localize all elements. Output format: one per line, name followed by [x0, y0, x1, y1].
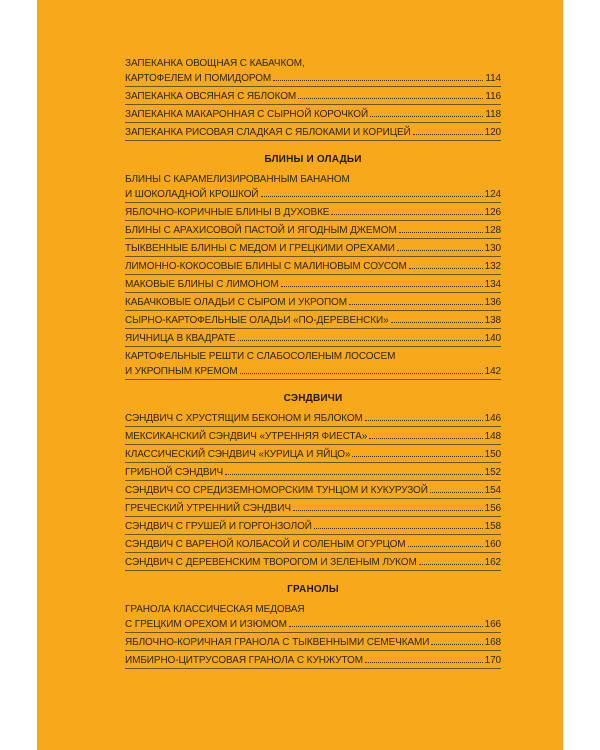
page-number: 158: [484, 521, 501, 532]
toc-entry[interactable]: [125, 170, 501, 203]
toc-entry[interactable]: [125, 600, 501, 633]
entry-title-row: [125, 429, 501, 444]
entry-title-line: ЗАПЕКАНКА ОВОЩНАЯ С КАБАЧКОМ,: [125, 58, 305, 69]
entry-title-row: [125, 653, 501, 668]
entry-title-line: КЛАССИЧЕСКИЙ СЭНДВИЧ «КУРИЦА И ЯЙЦО»: [125, 449, 351, 460]
entry-title-row: [125, 519, 501, 534]
dot-leader: [352, 448, 482, 457]
dot-leader: [349, 296, 483, 305]
entry-title-line: ЗАПЕКАНКА МАКАРОННАЯ С СЫРНОЙ КОРОЧКОЙ: [125, 109, 369, 120]
page-number: 130: [484, 243, 501, 254]
dot-leader: [289, 618, 483, 627]
entry-title-line: СЭНДВИЧ С ХРУСТЯЩИМ БЕКОНОМ И ЯБЛОКОМ: [125, 413, 363, 424]
page-number: 134: [484, 279, 501, 290]
toc-entry[interactable]: [125, 463, 501, 481]
dot-leader: [370, 108, 483, 117]
dot-leader: [391, 314, 483, 323]
page-number: 116: [485, 91, 501, 102]
section-gap: [125, 380, 501, 392]
page-number: 132: [484, 261, 501, 272]
toc-entry-list: [125, 409, 501, 571]
entry-title-line: ЯБЛОЧНО-КОРИЧНЫЕ БЛИНЫ В ДУХОВКЕ: [125, 207, 330, 218]
dot-leader: [314, 520, 483, 529]
entry-title-row: [125, 483, 501, 498]
dot-leader: [273, 72, 483, 81]
entry-title-row: [125, 465, 501, 480]
toc-entry[interactable]: [125, 311, 501, 329]
entry-title-row: [125, 447, 501, 462]
toc-entry[interactable]: [125, 535, 501, 553]
dot-leader: [431, 636, 482, 645]
table-of-contents: [125, 54, 501, 669]
entry-title-line: ЗАПЕКАНКА ОВСЯНАЯ С ЯБЛОКОМ: [125, 91, 297, 102]
toc-entry[interactable]: [125, 239, 501, 257]
toc-entry[interactable]: [125, 123, 501, 141]
page-number: 160: [484, 539, 501, 550]
entry-title-line: ГРАНОЛА КЛАССИЧЕСКАЯ МЕДОВАЯ: [125, 604, 305, 615]
entry-title-line: КАРТОФЕЛЬНЫЕ РЕШТИ С СЛАБОСОЛЕНЫМ ЛОСОСЕМ: [125, 351, 396, 362]
page-number: 156: [484, 503, 501, 514]
page-number: 142: [484, 366, 501, 377]
dot-leader: [281, 278, 483, 287]
section-title: ГРАНОЛЫ: [287, 584, 339, 595]
page-number: 150: [484, 449, 501, 460]
entry-title-row: [125, 259, 501, 274]
entry-title-row: [125, 411, 501, 426]
dot-leader: [365, 654, 483, 663]
toc-entry[interactable]: [125, 275, 501, 293]
section-gap: [125, 141, 501, 153]
toc-entry-list: [125, 170, 501, 380]
entry-title-line: МАКОВЫЕ БЛИНЫ С ЛИМОНОМ: [125, 279, 279, 290]
page-number: 136: [484, 297, 501, 308]
entry-title-row: [125, 635, 501, 650]
entry-title-row: [125, 617, 501, 632]
toc-entry[interactable]: [125, 633, 501, 651]
dot-leader: [225, 466, 482, 475]
dot-leader: [369, 430, 482, 439]
entry-title-line: ТЫКВЕННЫЕ БЛИНЫ С МЕДОМ И ГРЕЦКИМИ ОРЕХАМИ: [125, 243, 395, 254]
entry-title-line: И УКРОПНЫМ КРЕМОМ: [125, 366, 238, 377]
page-number: 120: [484, 127, 501, 138]
page-number: 140: [484, 333, 501, 344]
dot-leader: [397, 242, 483, 251]
toc-entry[interactable]: [125, 221, 501, 239]
entry-title-row: [125, 277, 501, 292]
section-title: СЭНДВИЧИ: [283, 393, 343, 404]
entry-title-row: [125, 187, 501, 202]
page-number: 168: [484, 637, 501, 648]
toc-section: [125, 153, 501, 380]
toc-section: [125, 392, 501, 571]
entry-title-row: [125, 501, 501, 516]
page-number: 170: [484, 655, 501, 666]
entry-title-line: ЯБЛОЧНО-КОРИЧНАЯ ГРАНОЛА С ТЫКВЕННЫМИ СЕМЕЧКАМИ: [125, 637, 430, 648]
dot-leader: [331, 206, 482, 215]
entry-title-row: [125, 537, 501, 552]
dot-leader: [261, 188, 483, 197]
entry-title-row: [125, 313, 501, 328]
page-number: 166: [484, 619, 501, 630]
toc-entry[interactable]: [125, 499, 501, 517]
toc-entry[interactable]: [125, 481, 501, 499]
entry-title-line: КАБАЧКОВЫЕ ОЛАДЬИ С СЫРОМ И УКРОПОМ: [125, 297, 347, 308]
toc-entry[interactable]: [125, 105, 501, 123]
toc-entry[interactable]: [125, 293, 501, 311]
dot-leader: [240, 365, 483, 374]
toc-entry[interactable]: [125, 427, 501, 445]
page-number: 154: [484, 485, 501, 496]
entry-title-line: И ШОКОЛАДНОЙ КРОШКОЙ: [125, 189, 259, 200]
toc-section: [125, 54, 501, 141]
entry-title-line: БЛИНЫ С АРАХИСОВОЙ ПАСТОЙ И ЯГОДНЫМ ДЖЕМОМ: [125, 225, 397, 236]
page-number: 114: [485, 73, 501, 84]
toc-section: [125, 583, 501, 669]
page-number: 148: [484, 431, 501, 442]
dot-leader: [430, 484, 483, 493]
toc-entry[interactable]: [125, 651, 501, 669]
page-number: 124: [484, 189, 501, 200]
entry-title-line: СЭНДВИЧ С ВАРЕНОЙ КОЛБАСОЙ И СОЛЕНЫМ ОГУРЦОМ: [125, 539, 406, 550]
toc-entry-list: [125, 600, 501, 669]
entry-title-row: [125, 89, 501, 104]
entry-title-row: [125, 205, 501, 220]
dot-leader: [409, 260, 483, 269]
toc-entry[interactable]: [125, 329, 501, 347]
dot-leader: [413, 126, 483, 135]
entry-title-row: [125, 223, 501, 238]
entry-title-row: [125, 107, 501, 122]
toc-entry[interactable]: [125, 54, 501, 87]
entry-title-line: ГРИБНОЙ СЭНДВИЧ: [125, 467, 224, 478]
dot-leader: [408, 538, 483, 547]
entry-title-row: [125, 125, 501, 140]
entry-title-line: ИМБИРНО-ЦИТРУСОВАЯ ГРАНОЛА С КУНЖУТОМ: [125, 655, 363, 666]
toc-entry[interactable]: [125, 409, 501, 427]
entry-title-row: [125, 555, 501, 570]
toc-entry[interactable]: [125, 347, 501, 380]
section-gap: [125, 571, 501, 583]
entry-title-row: [125, 295, 501, 310]
page-number: 118: [485, 109, 501, 120]
entry-title-line: МЕКСИКАНСКИЙ СЭНДВИЧ «УТРЕННЯЯ ФИЕСТА»: [125, 431, 368, 442]
entry-title-line: СЭНДВИЧ СО СРЕДИЗЕМНОМОРСКИМ ТУНЦОМ И КУКУРУЗОЙ: [125, 485, 428, 496]
toc-entry-list: [125, 54, 501, 141]
entry-title-line: ЯИЧНИЦА В КВАДРАТЕ: [125, 333, 236, 344]
entry-title-line: С ГРЕЦКИМ ОРЕХОМ И ИЗЮМОМ: [125, 619, 287, 630]
section-title: БЛИНЫ И ОЛАДЬИ: [264, 154, 362, 165]
dot-leader: [365, 412, 483, 421]
entry-title-line: ЛИМОННО-КОКОСОВЫЕ БЛИНЫ С МАЛИНОВЫМ СОУСОМ: [125, 261, 407, 272]
entry-title-line: БЛИНЫ С КАРАМЕЛИЗИРОВАННЫМ БАНАНОМ: [125, 174, 350, 185]
dot-leader: [238, 332, 483, 341]
entry-title-row: [125, 364, 501, 379]
page-number: 138: [484, 315, 501, 326]
entry-title-line: ЗАПЕКАНКА РИСОВАЯ СЛАДКАЯ С ЯБЛОКАМИ И КОРИЦЕЙ: [125, 127, 411, 138]
page-number: 152: [484, 467, 501, 478]
page-number: 146: [484, 413, 501, 424]
entry-title-line: СЫРНО-КАРТОФЕЛЬНЫЕ ОЛАДЬИ «ПО-ДЕРЕВЕНСКИ»: [125, 315, 389, 326]
entry-title-line: СЭНДВИЧ С ДЕРЕВЕНСКИМ ТВОРОГОМ И ЗЕЛЕНЫМ ЛУКОМ: [125, 557, 417, 568]
toc-entry[interactable]: [125, 445, 501, 463]
toc-entry[interactable]: [125, 553, 501, 571]
entry-title-line: КАРТОФЕЛЕМ И ПОМИДОРОМ: [125, 73, 272, 84]
toc-entry[interactable]: [125, 517, 501, 535]
page-number: 162: [484, 557, 501, 568]
dot-leader: [399, 224, 483, 233]
page-number: 128: [484, 225, 501, 236]
entry-title-line: ГРЕЧЕСКИЙ УТРЕННИЙ СЭНДВИЧ: [125, 503, 291, 514]
toc-entry[interactable]: [125, 257, 501, 275]
entry-title-line: СЭНДВИЧ С ГРУШЕЙ И ГОРГОНЗОЛОЙ: [125, 521, 312, 532]
toc-entry[interactable]: [125, 87, 501, 105]
entry-title-row: [125, 241, 501, 256]
entry-title-row: [125, 331, 501, 346]
page-number: 126: [484, 207, 501, 218]
book-page: [37, 0, 563, 750]
dot-leader: [298, 90, 483, 99]
dot-leader: [293, 502, 483, 511]
entry-title-row: [125, 71, 501, 86]
toc-entry[interactable]: [125, 203, 501, 221]
dot-leader: [419, 556, 483, 565]
